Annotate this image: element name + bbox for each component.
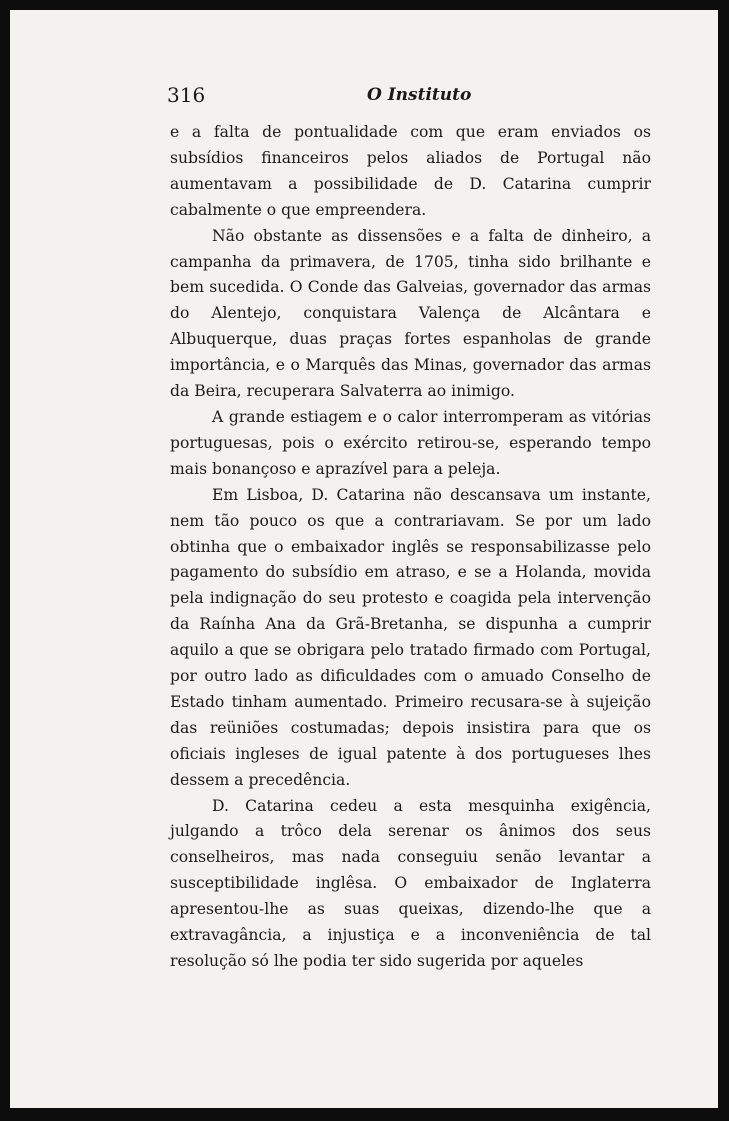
body-text bbox=[170, 120, 651, 975]
running-title: O Instituto bbox=[367, 85, 472, 105]
paragraph-4: Em Lisboa, D. Catarina não descansava um instante, nem tão pouco os que a contrariavam. Se por um lado obtinha que o embaixador inglês se responsabilizasse pelo pagamento do subsídio em atraso, e se a Holanda, movida pela indignação do seu protesto e coagida pela intervenção da Raínha Ana da Grã-Bretanha, se dispunha a cumprir aquilo a que se obrigara pelo tratado firmado com Portugal, por outro lado as dificuldades com o amuado Conselho de Estado tinham aumentado. Primeiro recusara-se à sujeição das reüniões costumadas; depois insistira para que os oficiais ingleses de igual patente à dos portugueses lhes dessem a precedência. bbox=[170, 485, 651, 789]
paragraph-5: D. Catarina cedeu a esta mesquinha exigência, julgando a trôco dela serenar os ânimos dos seus conselheiros, mas nada conseguiu senão levantar a susceptibilidade inglêsa. O embaixador de Inglaterra apresentou-lhe as suas queixas, dizendo-lhe que a extravagância, a injustiça e a inconveniência de tal resolução só lhe podia ter sido sugerida por aqueles bbox=[170, 796, 651, 970]
paragraph-1: e a falta de pontualidade com que eram enviados os subsídios financeiros pelos aliados de Portugal não aumentavam a possibilidade de D. Catarina cumprir cabalmente o que empreendera. bbox=[170, 123, 651, 219]
paragraph-3: A grande estiagem e o calor interromperam as vitórias portuguesas, pois o exército retirou-se, esperando tempo mais bonançoso e aprazível para a peleja. bbox=[170, 407, 651, 478]
page-header bbox=[167, 80, 652, 110]
book-page bbox=[10, 10, 718, 1108]
paragraph-2: Não obstante as dissensões e a falta de dinheiro, a campanha da primavera, de 1705, tinha sido brilhante e bem sucedida. O Conde das Galveias, governador das armas do Alentejo, conquistara Valença de Alcântara e Albuquerque, duas praças fortes espanholas de grande importância, e o Marquês das Minas, governador das armas da Beira, recuperara Salvaterra ao inimigo. bbox=[170, 226, 651, 401]
page-number: 316 bbox=[167, 83, 206, 107]
